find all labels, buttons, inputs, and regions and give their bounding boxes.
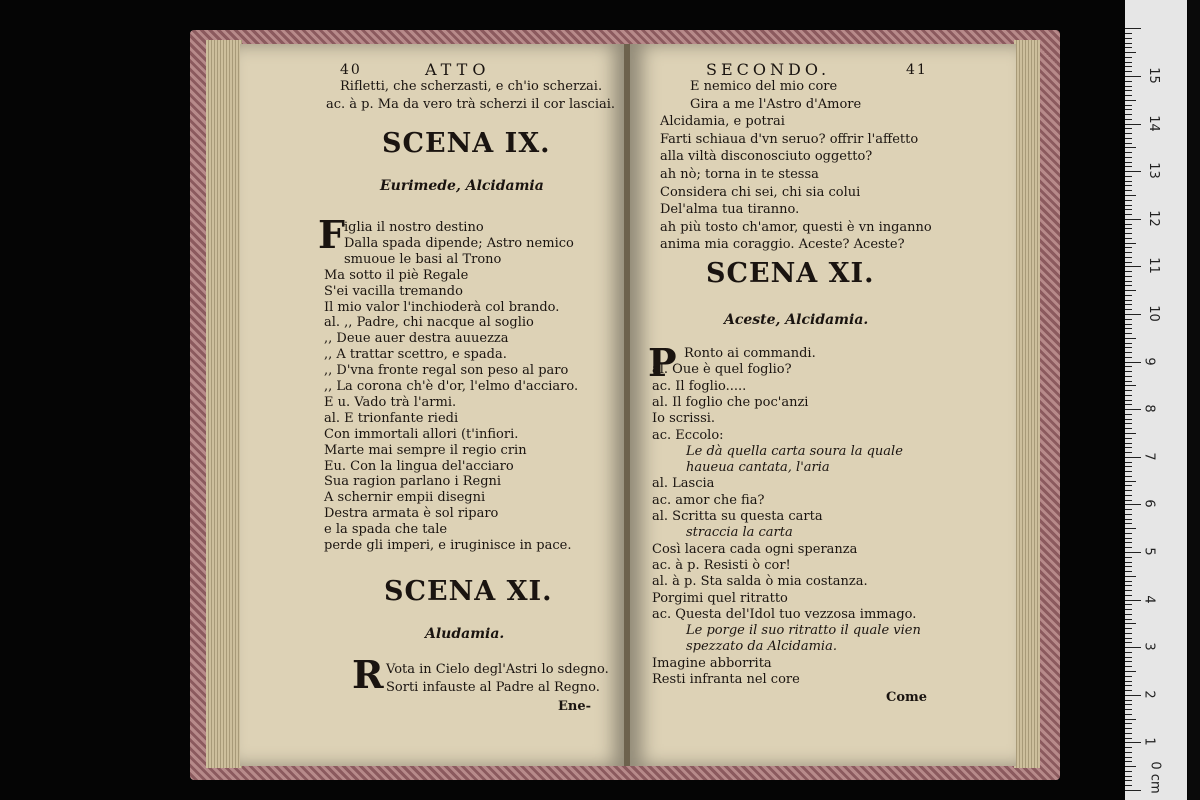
ruler-tick <box>1125 638 1132 639</box>
text-line: Farti schiaua d'vn seruo? offrir l'affetto <box>660 131 919 147</box>
text-line: Dalla spada dipende; Astro nemico <box>344 235 574 251</box>
ruler-tick <box>1125 200 1132 201</box>
ruler-tick <box>1125 271 1132 272</box>
ruler-tick <box>1125 576 1136 577</box>
ruler-tick <box>1125 700 1132 701</box>
ruler-tick <box>1125 571 1132 572</box>
text-line: ah nò; torna in te stessa <box>660 167 819 182</box>
ruler-tick <box>1125 723 1132 724</box>
ruler-tick <box>1125 276 1132 277</box>
drop-cap: F <box>318 212 345 257</box>
ruler-tick <box>1125 185 1132 186</box>
text-line: E u. Vado trà l'armi. <box>324 394 457 410</box>
ruler-tick <box>1125 171 1141 172</box>
scene-characters-2: Aludamia. <box>425 626 505 642</box>
ruler-tick <box>1125 152 1132 153</box>
text-line: al. à p. Sta salda ò mia costanza. <box>652 574 868 590</box>
ruler-tick <box>1125 86 1132 87</box>
text-line: Con immortali allori (t'infiori. <box>324 426 519 442</box>
ruler-tick <box>1125 519 1132 520</box>
ruler-tick <box>1125 385 1136 386</box>
ruler-tick <box>1125 224 1132 225</box>
ruler-tick <box>1125 181 1132 182</box>
text-line: Le porge il suo ritratto il quale vien <box>686 623 921 639</box>
text-line: Sorti infauste al Padre al Regno. <box>386 680 600 695</box>
ruler-tick <box>1125 247 1132 248</box>
text-line: Considera chi sei, chi sia colui <box>660 184 861 200</box>
text-line: al. Il foglio che poc'anzi <box>652 394 809 410</box>
page-number: 40 <box>340 62 362 78</box>
ruler-tick <box>1125 604 1132 605</box>
text-line: ac. Eccolo: <box>652 427 724 443</box>
ruler-number: 4 <box>1141 594 1157 604</box>
ruler-tick <box>1125 162 1132 163</box>
text-line: al. Scritta su questa carta <box>652 509 823 524</box>
left-page <box>240 44 626 766</box>
text-line: straccia la carta <box>686 525 793 541</box>
ruler-tick <box>1125 523 1132 524</box>
ruler-tick <box>1125 500 1132 501</box>
ruler-tick <box>1125 366 1132 367</box>
catchword: Ene- <box>558 699 592 714</box>
ruler-tick <box>1125 133 1132 134</box>
ruler-tick <box>1125 47 1132 48</box>
catchword: Come <box>886 690 928 705</box>
ruler-number: 13 <box>1145 162 1161 179</box>
text-line: Sua ragion parlano i Regni <box>324 474 502 490</box>
text-line: Porgimi quel ritratto <box>652 590 788 606</box>
ruler-tick <box>1125 752 1132 753</box>
ruler-tick <box>1125 238 1132 239</box>
ruler-tick <box>1125 285 1132 286</box>
ruler-tick <box>1125 290 1136 291</box>
ruler-tick <box>1125 481 1136 482</box>
ruler-tick <box>1125 376 1132 377</box>
text-line: Così lacera cada ogni speranza <box>652 541 858 557</box>
ruler-tick <box>1125 590 1132 591</box>
measuring-ruler <box>1125 0 1187 800</box>
ruler-tick <box>1125 790 1141 791</box>
ruler-number: 14 <box>1145 114 1161 132</box>
ruler-number: 2 <box>1141 690 1157 699</box>
ruler-tick <box>1125 338 1136 339</box>
ruler-tick <box>1125 562 1132 563</box>
ruler-tick <box>1125 485 1132 486</box>
ruler-tick <box>1125 319 1132 320</box>
ruler-tick <box>1125 495 1132 496</box>
text-line: spezzato da Alcidamia. <box>686 639 837 655</box>
ruler-tick <box>1125 143 1132 144</box>
ruler-tick <box>1125 57 1132 58</box>
ruler-tick <box>1125 62 1132 63</box>
ruler-tick <box>1125 566 1132 567</box>
ruler-tick <box>1125 190 1132 191</box>
ruler-tick <box>1125 43 1132 44</box>
ruler-tick <box>1125 533 1132 534</box>
text-line: ,, Deue auer destra auuezza <box>324 331 509 347</box>
ruler-tick <box>1125 400 1132 401</box>
text-line: e la spada che tale <box>324 522 448 538</box>
ruler-tick <box>1125 771 1132 772</box>
ruler-tick <box>1125 528 1136 529</box>
text-line: Imagine abborrita <box>652 655 772 671</box>
ruler-tick <box>1125 76 1141 77</box>
ruler-number: 10 <box>1145 305 1161 322</box>
text-line: Ronto ai commandi. <box>684 346 816 361</box>
ruler-tick <box>1125 652 1132 653</box>
ruler-tick <box>1125 695 1141 696</box>
text-line: Il mio valor l'inchioderà col brando. <box>324 299 560 315</box>
page-number: 41 <box>906 62 928 78</box>
ruler-tick <box>1125 476 1132 477</box>
ruler-tick <box>1125 362 1141 363</box>
ruler-tick <box>1125 642 1132 643</box>
ruler-tick <box>1125 314 1141 315</box>
text-line: al. Oue è quel foglio? <box>652 362 792 378</box>
ruler-tick <box>1125 647 1141 648</box>
ruler-tick <box>1125 433 1136 434</box>
ruler-tick <box>1125 609 1132 610</box>
text-line: perde gli imperi, e iruginisce in pace. <box>324 538 572 553</box>
text-line: ac. à p. Ma da vero trà scherzi il cor lasciai. <box>326 97 616 112</box>
ruler-tick <box>1125 709 1132 710</box>
ruler-tick <box>1125 324 1132 325</box>
ruler-tick <box>1125 766 1136 767</box>
ruler-tick <box>1125 719 1136 720</box>
ruler-tick <box>1125 780 1132 781</box>
text-line: Le dà quella carta soura la quale <box>686 443 903 459</box>
ruler-tick <box>1125 490 1132 491</box>
ruler-tick <box>1125 157 1132 158</box>
ruler-tick <box>1125 390 1132 391</box>
ruler-tick <box>1125 457 1141 458</box>
ruler-tick <box>1125 252 1132 253</box>
ruler-tick <box>1125 509 1132 510</box>
ruler-number: 9 <box>1141 356 1157 366</box>
text-line: ,, La corona ch'è d'or, l'elmo d'acciaro. <box>324 379 579 394</box>
ruler-tick <box>1125 128 1132 129</box>
ruler-tick <box>1125 423 1132 424</box>
ruler-tick <box>1125 552 1141 553</box>
ruler-tick <box>1125 623 1136 624</box>
ruler-tick <box>1125 676 1132 677</box>
scene-characters: Eurimede, Alcidamia <box>380 178 544 194</box>
ruler-number: 15 <box>1145 67 1161 84</box>
ruler-tick <box>1125 209 1132 210</box>
ruler-tick <box>1125 447 1132 448</box>
ruler-tick <box>1125 619 1132 620</box>
text-line: al. E trionfante riedi <box>324 410 459 426</box>
ruler-tick <box>1125 666 1132 667</box>
ruler-tick <box>1125 685 1132 686</box>
ruler-number: 12 <box>1145 210 1161 227</box>
ruler-number: 1 <box>1141 737 1157 747</box>
ruler-tick <box>1125 633 1132 634</box>
ruler-tick <box>1125 704 1132 705</box>
ruler-tick <box>1125 219 1141 220</box>
ruler-tick <box>1125 657 1132 658</box>
ruler-tick <box>1125 300 1132 301</box>
ruler-tick <box>1125 595 1132 596</box>
text-line: ,, D'vna fronte regal son peso al paro <box>324 363 569 379</box>
ruler-tick <box>1125 514 1132 515</box>
ruler-tick <box>1125 600 1141 601</box>
ruler-tick <box>1125 542 1132 543</box>
text-line: ac. à p. Resisti ò cor! <box>652 557 791 573</box>
ruler-tick <box>1125 776 1132 777</box>
ruler-tick <box>1125 124 1141 125</box>
ruler-tick <box>1125 614 1132 615</box>
ruler-number: 3 <box>1141 642 1157 651</box>
drop-cap-2: R <box>352 652 384 697</box>
ruler-tick <box>1125 371 1132 372</box>
ruler-tick <box>1125 452 1132 453</box>
text-line: al. Lascia <box>652 476 715 492</box>
ruler-tick <box>1125 119 1132 120</box>
ruler-tick <box>1125 742 1141 743</box>
ruler-tick <box>1125 438 1132 439</box>
text-line: S'ei vacilla tremando <box>324 283 463 299</box>
ruler-number: 8 <box>1141 404 1157 413</box>
ruler-tick <box>1125 281 1132 282</box>
text-line: Resti infranta nel core <box>652 672 800 687</box>
ruler-tick <box>1125 414 1132 415</box>
ruler-tick <box>1125 233 1132 234</box>
text-line: Vota in Cielo degl'Astri lo sdegno. <box>386 662 609 677</box>
text-line: haueua cantata, l'aria <box>686 460 830 476</box>
ruler-tick <box>1125 28 1141 29</box>
ruler-tick <box>1125 557 1132 558</box>
ruler-tick <box>1125 733 1132 734</box>
ruler-tick <box>1125 333 1132 334</box>
ruler-tick <box>1125 738 1132 739</box>
right-page <box>630 44 1016 766</box>
text-line: ac. Il foglio..... <box>652 378 747 394</box>
ruler-tick <box>1125 343 1132 344</box>
scene-characters: Aceste, Alcidamia. <box>724 312 869 328</box>
ruler-tick <box>1125 443 1132 444</box>
text-line: Destra armata è sol riparo <box>324 506 499 522</box>
ruler-tick <box>1125 90 1132 91</box>
text-line: Io scrissi. <box>652 411 716 427</box>
text-line: Ma sotto il piè Regale <box>324 267 469 283</box>
ruler-tick <box>1125 33 1132 34</box>
text-line: A schernir empii disegni <box>324 490 486 506</box>
ruler-number: 5 <box>1141 547 1157 556</box>
text-line: ah più tosto ch'amor, questi è vn inganno <box>660 219 932 235</box>
page-edges-right <box>1014 40 1040 768</box>
ruler-tick <box>1125 176 1132 177</box>
ruler-tick <box>1125 295 1132 296</box>
drop-cap: P <box>648 340 677 385</box>
ruler-tick <box>1125 309 1132 310</box>
ruler-tick <box>1125 347 1132 348</box>
scene-title: SCENA IX. <box>382 128 551 159</box>
ruler-number: 7 <box>1141 452 1157 461</box>
ruler-tick <box>1125 228 1132 229</box>
ruler-tick <box>1125 138 1132 139</box>
edge-bar <box>1188 0 1200 800</box>
text-line: Marte mai sempre il regio crin <box>324 442 527 458</box>
ruler-tick <box>1125 747 1132 748</box>
ruler-tick <box>1125 628 1132 629</box>
ruler-tick <box>1125 466 1132 467</box>
ruler-tick <box>1125 471 1132 472</box>
ruler-tick <box>1125 681 1132 682</box>
ruler-tick <box>1125 428 1132 429</box>
ruler-tick <box>1125 462 1132 463</box>
ruler-tick <box>1125 66 1132 67</box>
ruler-tick <box>1125 357 1132 358</box>
scene-title: SCENA XI. <box>706 258 875 289</box>
ruler-tick <box>1125 671 1136 672</box>
ruler-tick <box>1125 166 1132 167</box>
ruler-tick <box>1125 714 1132 715</box>
ruler-tick <box>1125 205 1132 206</box>
text-line: ac. amor che fia? <box>652 492 765 508</box>
ruler-tick <box>1125 114 1132 115</box>
ruler-tick <box>1125 352 1132 353</box>
text-line: Alcidamia, e potrai <box>660 114 785 130</box>
scene-title-2: SCENA XI. <box>384 576 553 607</box>
page-edges-left <box>206 40 242 768</box>
ruler-tick <box>1125 504 1141 505</box>
ruler-tick <box>1125 109 1132 110</box>
text-line: Del'alma tua tiranno. <box>660 202 800 218</box>
ruler-tick <box>1125 266 1141 267</box>
ruler-tick <box>1125 195 1136 196</box>
ruler-tick <box>1125 585 1132 586</box>
ruler-tick <box>1125 105 1132 106</box>
ruler-tick <box>1125 328 1132 329</box>
running-head: SECONDO. <box>706 60 831 79</box>
ruler-tick <box>1125 409 1141 410</box>
ruler-tick <box>1125 52 1136 53</box>
text-line: alla viltà disconosciuto oggetto? <box>660 149 873 165</box>
ruler-tick <box>1125 81 1132 82</box>
ruler-tick <box>1125 785 1132 786</box>
text-line: Gira a me l'Astro d'Amore <box>690 96 862 112</box>
text-line: ac. Questa del'Idol tuo vezzosa immago. <box>652 606 917 622</box>
ruler-tick <box>1125 395 1132 396</box>
ruler-tick <box>1125 71 1132 72</box>
ruler-tick <box>1125 661 1132 662</box>
ruler-tick <box>1125 257 1132 258</box>
ruler-tick <box>1125 690 1132 691</box>
ruler-number: 6 <box>1141 499 1157 509</box>
ruler-tick <box>1125 538 1132 539</box>
ruler-tick <box>1125 95 1132 96</box>
ruler-tick <box>1125 381 1132 382</box>
ruler-tick <box>1125 404 1132 405</box>
ruler-tick <box>1125 419 1132 420</box>
ruler-tick <box>1125 761 1132 762</box>
text-line: Rifletti, che scherzasti, e ch'io scherzai. <box>340 79 603 94</box>
ruler-tick <box>1125 147 1136 148</box>
ruler-tick <box>1125 728 1132 729</box>
text-line: Eu. Con la lingua del'acciaro <box>324 458 514 474</box>
ruler-tick <box>1125 304 1132 305</box>
text-line: E nemico del mio core <box>690 79 838 94</box>
ruler-tick <box>1125 581 1132 582</box>
ruler-tick <box>1125 757 1132 758</box>
ruler-tick <box>1125 100 1136 101</box>
text-line: anima mia coraggio. Aceste? Aceste? <box>660 237 905 253</box>
running-head: ATTO <box>425 60 491 79</box>
ruler-tick <box>1125 214 1132 215</box>
ruler-number: 11 <box>1145 257 1161 275</box>
ruler-tick <box>1125 243 1136 244</box>
ruler-tick <box>1125 262 1132 263</box>
ruler-unit-label: 0 cm <box>1147 761 1163 794</box>
text-line: al. ,, Padre, chi nacque al soglio <box>324 315 534 331</box>
text-line: iglia il nostro destino <box>344 220 484 235</box>
text-line: ,, A trattar scettro, e spada. <box>324 347 507 363</box>
text-line: smuoue le basi al Trono <box>344 251 502 267</box>
ruler-tick <box>1125 38 1132 39</box>
ruler-tick <box>1125 547 1132 548</box>
